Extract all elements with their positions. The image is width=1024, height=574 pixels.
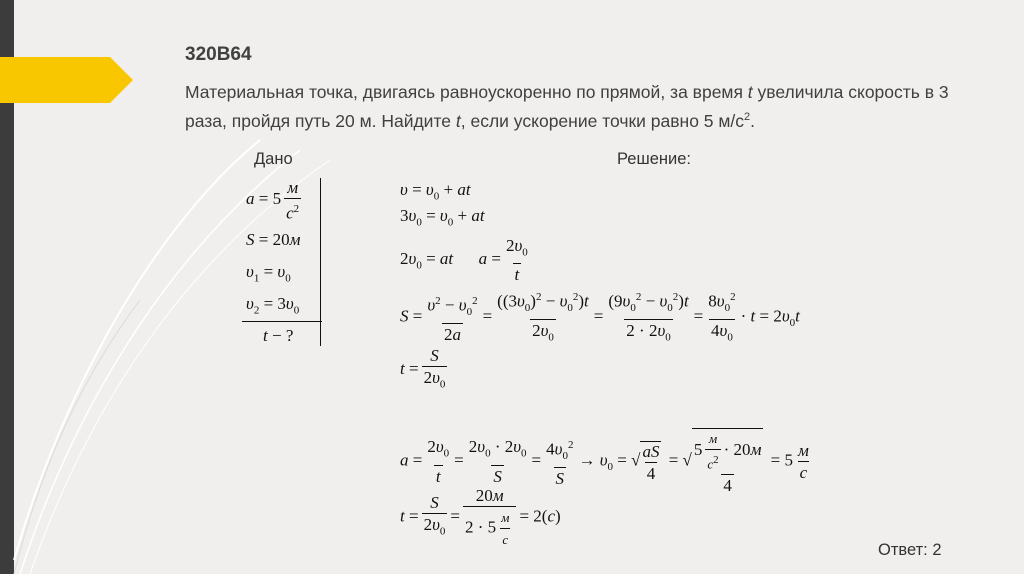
equation-6: a = $\frac{2\upsilon_0}{t}$ = $\frac{2\upsilon_0 \cdot 2\upsilon_0}{S}$ = $\frac{4\upsilon_0^2}{S}$ → $\upsilon_0$ = √ $\frac{aS}{4}$ = √ 5 м $с^2$ · 20м 4 = 5 м с: [400, 428, 814, 495]
equation-4: S = $\frac{\upsilon^2 - \upsilon_0^2}{2a}$ = $\frac{((3\upsilon_0)^2 - \upsilon_0^2)t}{2\upsilon_0}$ = $\frac{(9\upsilon_0^2 - \upsilon_0^2)t}{2 \cdot 2\upsilon_0}$ = $\frac{8\upsilon_0^2}{4\upsilon_0}$ · $t = 2\upsilon_0t$: [400, 288, 800, 347]
equation-3: $2\upsilon_0$ = at a = $\frac{2\upsilon_0}{t}$: [400, 236, 528, 285]
slide-title: 320В64: [185, 44, 252, 65]
equation-7: t = $\frac{S}{2\upsilon_0}$ = 20м 2 · 5 м с = 2(с): [400, 486, 561, 547]
given-v1: $\upsilon_1 = \upsilon_0$: [246, 262, 291, 285]
accent-tab: [0, 57, 133, 103]
given-v2: $\upsilon_2 = 3\upsilon_0$: [246, 294, 300, 317]
given-distance: S = 20м: [246, 230, 301, 249]
given-acceleration: a = 5 м $с^2$: [246, 178, 300, 223]
given-unknown: t − ?: [263, 326, 294, 345]
equation-5: t = $\frac{S}{2\upsilon_0}$: [400, 346, 450, 394]
equation-1: $\upsilon = \upsilon_0$ + at: [400, 180, 471, 203]
given-label: Дано: [254, 150, 293, 168]
answer-text: Ответ: 2: [878, 541, 942, 559]
equation-2: $3\upsilon_0 = \upsilon_0$ + at: [400, 206, 485, 229]
given-separator: [242, 321, 322, 322]
solution-label: Решение:: [617, 150, 691, 168]
problem-text: Материальная точка, двигаясь равноускоренно по прямой, за время t увеличила скорость в 3 раза, пройдя путь 20 м. Найдите t, если ускорение точки равно 5 $м/с^2$.: [185, 82, 949, 131]
